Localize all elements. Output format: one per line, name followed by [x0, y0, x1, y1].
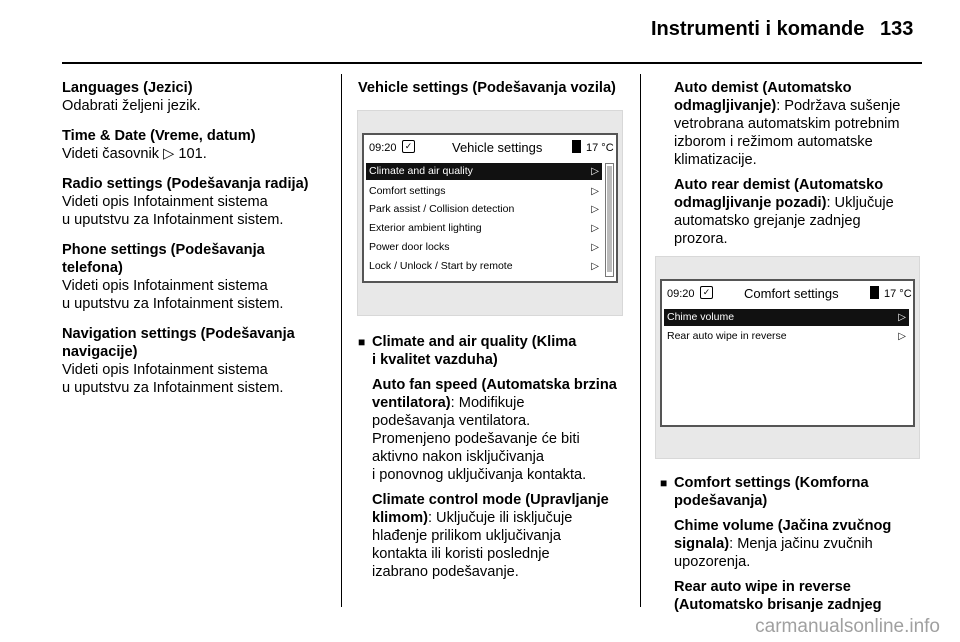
menu-item-label: Chime volume	[667, 311, 735, 323]
menu-item-label: Exterior ambient lighting	[369, 222, 482, 234]
section-body-line: Videti opis Infotainment sistema	[62, 362, 268, 378]
chevron-right-icon: ▷	[898, 331, 906, 342]
item-text: : Podržava sušenje	[776, 98, 901, 114]
menu-item-chime-volume[interactable]	[664, 309, 909, 326]
section-heading-navigation: Navigation settings (Podešavanja	[62, 326, 295, 342]
menu-item-lock-unlock[interactable]	[366, 258, 602, 275]
item-text-line: aktivno nakon isključivanja	[372, 449, 544, 465]
bullet-heading: Comfort settings (Komforna	[674, 475, 869, 491]
bullet-climate	[358, 333, 638, 369]
item-title-cont: (Automatsko brisanje zadnjeg	[674, 597, 882, 613]
item-text-line: kontakta ili koristi poslednje	[372, 546, 550, 562]
column-2-body	[358, 333, 638, 581]
clock-check-icon: ✓	[402, 140, 415, 153]
lcd-display	[362, 133, 618, 283]
column-1	[62, 79, 332, 397]
item-text: : Menja jačinu zvučnih	[729, 536, 873, 552]
section-body-line: u uputstvu za Infotainment sistem.	[62, 380, 284, 396]
lcd-title: Comfort settings	[744, 286, 839, 301]
item-text-line: i ponovnog uključivanja kontakta.	[372, 467, 587, 483]
item-climate-control-mode	[358, 491, 638, 581]
section-heading-radio: Radio settings (Podešavanja radija)	[62, 176, 309, 192]
item-text-line: izabrano podešavanje.	[372, 564, 519, 580]
scrollbar[interactable]	[605, 163, 614, 277]
section-heading-time-date: Time & Date (Vreme, datum)	[62, 128, 256, 144]
clock-check-icon: ✓	[700, 286, 713, 299]
column-3-body	[660, 474, 945, 614]
menu-item-label: Comfort settings	[369, 185, 446, 197]
lcd-temperature: 17 °C	[884, 288, 912, 300]
item-text-line: prozora.	[674, 231, 728, 247]
section-heading-phone: Phone settings (Podešavanja	[62, 242, 265, 258]
bullet-heading-cont: i kvalitet vazduha)	[372, 352, 498, 368]
item-text-line: hlađenje prilikom uključivanja	[372, 528, 562, 544]
section-body-line: Videti opis Infotainment sistema	[62, 194, 268, 210]
item-text-line: podešavanja ventilatora.	[372, 413, 531, 429]
item-text-line: izborom i režimom automatske	[674, 134, 873, 150]
section-body-line: u uputstvu za Infotainment sistem.	[62, 296, 284, 312]
menu-item-label: Lock / Unlock / Start by remote	[369, 260, 513, 272]
chevron-right-icon: ▷	[591, 204, 599, 215]
column-divider-1	[341, 74, 342, 607]
item-auto-fan-speed	[358, 376, 638, 484]
chevron-right-icon: ▷	[591, 166, 599, 177]
chevron-right-icon: ▷	[591, 261, 599, 272]
header-divider	[62, 62, 922, 64]
section-body-line: u uputstvu za Infotainment sistem.	[62, 212, 284, 228]
item-title-cont: odmagljivanje pozadi)	[674, 195, 827, 211]
lcd-title: Vehicle settings	[452, 140, 543, 155]
bullet-heading: Climate and air quality (Klima	[372, 334, 577, 350]
item-text-line: klimatizacije.	[674, 152, 757, 168]
section-heading-vehicle-settings: Vehicle settings (Podešavanja vozila)	[358, 80, 616, 96]
menu-item-door-locks[interactable]	[366, 239, 602, 256]
item-text: : Modifikuje	[450, 395, 525, 411]
temperature-icon	[870, 286, 879, 299]
column-3	[674, 79, 944, 248]
item-text-line: upozorenja.	[674, 554, 751, 570]
column-divider-2	[640, 74, 641, 607]
item-title: Chime volume (Jačina zvučnog	[674, 518, 892, 534]
item-title: Climate control mode (Upravljanje	[372, 492, 609, 508]
section-body-line: Odabrati željeni jezik.	[62, 98, 201, 114]
menu-item-park-assist[interactable]	[366, 201, 602, 218]
menu-item-climate[interactable]	[366, 163, 602, 180]
item-text: : Uključuje ili isključuje	[427, 510, 573, 526]
item-text: : Uključuje	[826, 195, 894, 211]
chevron-right-icon: ▷	[898, 312, 906, 323]
section-body-line: Videti časovnik ▷ 101.	[62, 146, 207, 162]
item-text-line: automatsko grejanje zadnjeg	[674, 213, 861, 229]
section-body-line: Videti opis Infotainment sistema	[62, 278, 268, 294]
menu-item-rear-wipe[interactable]	[664, 328, 909, 345]
item-title-cont: klimom)	[372, 510, 428, 526]
bullet-square-icon: ■	[358, 335, 366, 349]
item-auto-demist	[674, 79, 944, 169]
lcd-temperature: 17 °C	[586, 142, 614, 154]
scrollbar-thumb[interactable]	[607, 166, 612, 272]
chevron-right-icon: ▷	[591, 223, 599, 234]
section-heading-phone-cont: telefona)	[62, 260, 123, 276]
lcd-time: 09:20	[369, 142, 397, 154]
item-text-line: vetrobrana automatskim potrebnim	[674, 116, 900, 132]
item-chime-volume	[660, 517, 945, 571]
item-title: Auto fan speed (Automatska brzina	[372, 377, 617, 393]
section-heading-languages: Languages (Jezici)	[62, 80, 193, 96]
lcd-display	[660, 279, 915, 427]
bullet-heading-cont: podešavanja)	[674, 493, 768, 509]
watermark: carmanualsonline.info	[755, 616, 940, 637]
vehicle-settings-screen	[357, 110, 623, 316]
chevron-right-icon: ▷	[591, 242, 599, 253]
page-number: 133	[880, 18, 914, 40]
lcd-time: 09:20	[667, 288, 695, 300]
menu-item-label: Climate and air quality	[369, 165, 473, 177]
item-title-cont: odmagljivanje)	[674, 98, 777, 114]
item-auto-rear-demist	[674, 176, 944, 248]
chevron-right-icon: ▷	[591, 186, 599, 197]
temperature-icon	[572, 140, 581, 153]
menu-item-label: Rear auto wipe in reverse	[667, 330, 787, 342]
item-title-cont: ventilatora)	[372, 395, 451, 411]
bullet-square-icon: ■	[660, 476, 668, 490]
menu-item-exterior-lighting[interactable]	[366, 220, 602, 237]
item-title: Rear auto wipe in reverse	[674, 579, 851, 595]
menu-item-label: Park assist / Collision detection	[369, 203, 515, 215]
column-2	[358, 79, 638, 97]
menu-item-label: Power door locks	[369, 241, 450, 253]
item-title: Auto rear demist (Automatsko	[674, 177, 884, 193]
comfort-settings-screen	[655, 256, 920, 459]
item-text-line: Promenjeno podešavanje će biti	[372, 431, 580, 447]
item-title: Auto demist (Automatsko	[674, 80, 852, 96]
item-title-cont: signala)	[674, 536, 730, 552]
section-heading-navigation-cont: navigacije)	[62, 344, 138, 360]
item-rear-auto-wipe	[660, 578, 945, 614]
menu-item-comfort[interactable]	[366, 183, 602, 200]
bullet-comfort	[660, 474, 945, 510]
page-header-title: Instrumenti i komande	[651, 18, 865, 40]
